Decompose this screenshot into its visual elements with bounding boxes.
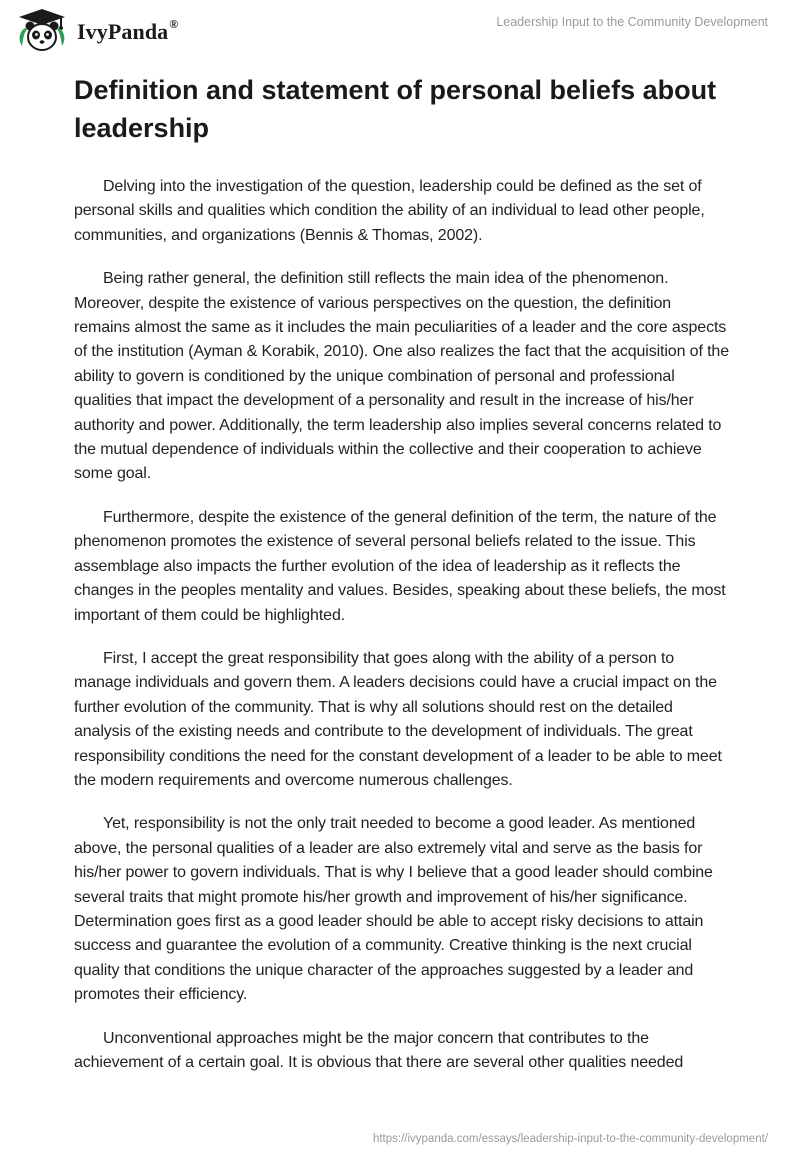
page-header	[0, 0, 800, 60]
logo-wordmark	[77, 19, 178, 45]
paragraph: Being rather general, the definition still reflects the main idea of the phenomenon. Moreover, despite the existence of various perspectives on the question, the definition remains almost the same as it includes the main peculiarities of a leader and the core aspects of the institution (Ayman & Korabik, 2010). One also realizes the fact that the acquisition of the ability to govern is conditioned by the unique combination of personal and professional qualities that impact the development of a personality and result in the increase of his/her authority and power. Additionally, the term leadership also implies several concerns related to the mutual dependence of individuals within the collective and their cooperation to achieve some goal.	[74, 270, 729, 483]
paragraph: Delving into the investigation of the question, leadership could be defined as the set of personal skills and qualities which condition the ability of an individual to lead other people, communities, and organizations (Bennis & Thomas, 2002).	[74, 178, 705, 244]
page-title: Definition and statement of personal beliefs about leadership	[74, 75, 717, 143]
paragraph: Unconventional approaches might be the major concern that contributes to the achievement of a certain goal. It is obvious that there are several other qualities needed	[74, 1029, 684, 1071]
paragraph: First, I accept the great responsibility that goes along with the ability of a person to manage individuals and govern them. A leaders decisions could have a crucial impact on the further evolution of the community. That is why all solutions should rest on the detailed analysis of the existing needs and contribute to the development of individuals. The great responsibility conditions the need for the constant development of a leader to be able to meet the modern requirements and overcome numerous challenges.	[74, 649, 722, 789]
article-body	[74, 175, 730, 1094]
running-title: Leadership Input to the Community Development	[496, 15, 768, 29]
panda-graduation-cap-icon	[13, 8, 71, 54]
logo-name: IvyPanda	[77, 19, 169, 44]
paragraph: Yet, responsibility is not the only trait needed to become a good leader. As mentioned above, the personal qualities of a leader are also extremely vital and serve as the basis for his/her power to govern individuals. That is why I believe that a good leader should combine several traits that might promote his/her growth and improvement of his/her significance. Determination goes first as a good leader should be able to accept risky decisions to attain success and guarantee the evolution of a community. Creative thinking is the next crucial quality that conditions the unique character of the approaches suggested by a leader and promotes their efficiency.	[74, 815, 713, 1004]
footer-url[interactable]: https://ivypanda.com/essays/leadership-input-to-the-community-development/	[372, 1133, 768, 1145]
ivypanda-logo[interactable]	[13, 8, 223, 54]
registered-mark: ®	[169, 17, 179, 31]
paragraph: Furthermore, despite the existence of the general definition of the term, the nature of the phenomenon promotes the existence of several personal beliefs related to the issue. This assemblage also impacts the further evolution of the idea of leadership as it reflects the changes in the peoples mentality and values. Besides, speaking about these beliefs, the most important of them could be highlighted.	[74, 508, 726, 624]
